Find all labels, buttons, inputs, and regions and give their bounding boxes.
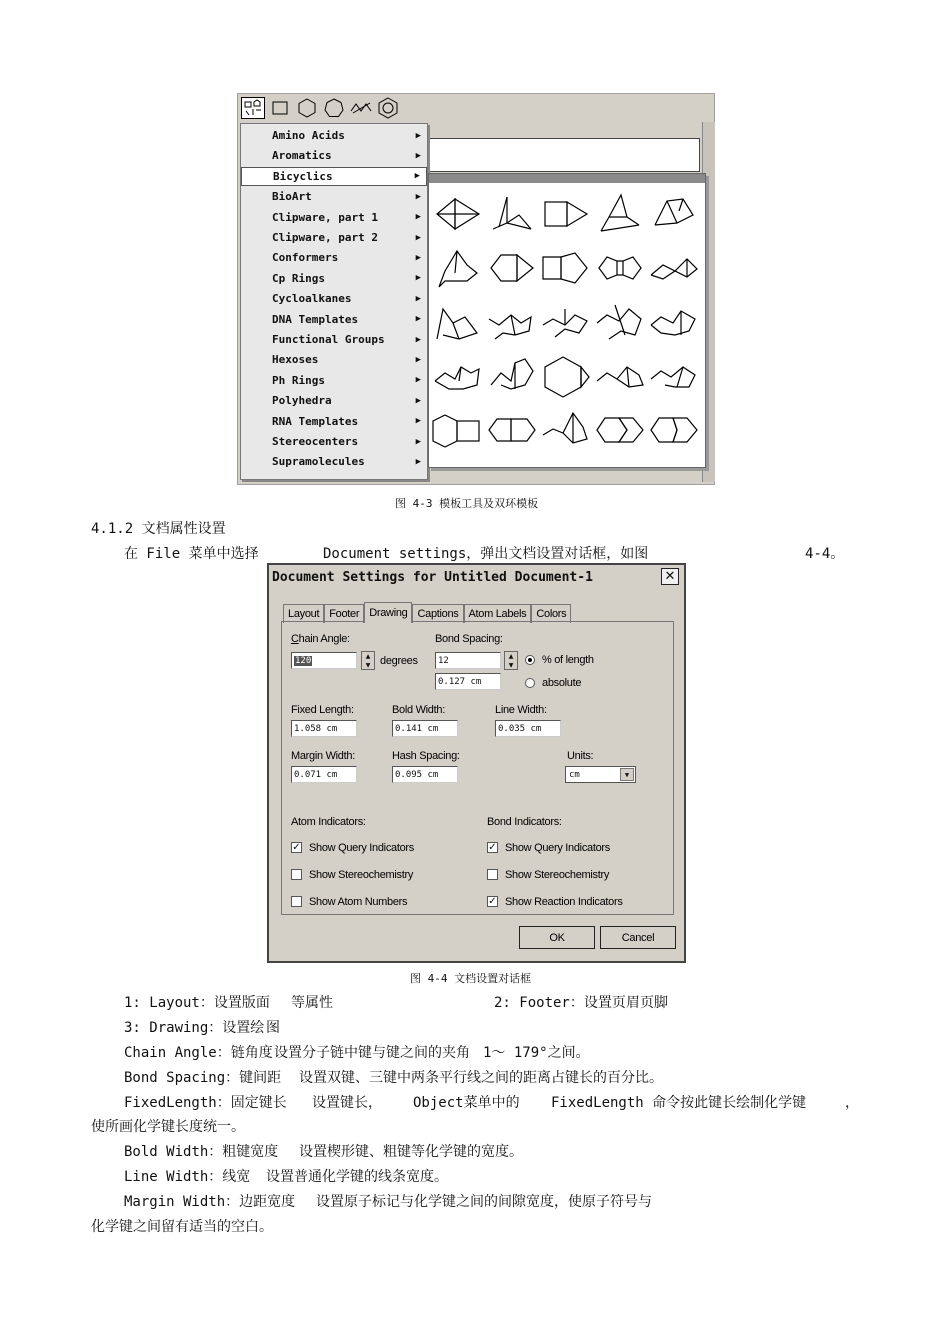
submenu-arrow-icon: ▶	[415, 212, 421, 223]
bicyclic-template-icon[interactable]	[593, 349, 647, 403]
figure-4-4-caption: 图 4-4 文档设置对话框	[410, 972, 532, 985]
bicyclic-template-icon[interactable]	[485, 241, 539, 295]
bicyclic-template-icon[interactable]	[647, 295, 701, 349]
intro-mid: Document settings，弹出文档设置对话框，如图	[323, 546, 649, 562]
menu-item[interactable]	[241, 350, 427, 369]
chain-angle-label: Chain Angle:	[291, 633, 350, 645]
tab-drawing[interactable]: Drawing	[364, 602, 412, 623]
atom-show-stereo-label: Show Stereochemistry	[309, 869, 414, 881]
menu-item[interactable]	[241, 330, 427, 349]
layout-line-end: 等属性	[291, 995, 333, 1011]
bicyclic-template-icon[interactable]	[485, 295, 539, 349]
bicyclic-template-icon[interactable]	[485, 349, 539, 403]
absolute-radio[interactable]	[525, 678, 535, 688]
menu-item-label: Clipware, part 1	[272, 210, 378, 224]
line-width-input[interactable]: 0.035 cm	[495, 720, 561, 737]
line-width-label: Line Width:	[495, 704, 547, 716]
bold-width-line: Bold Width：粗键宽度	[124, 1144, 279, 1160]
chain-angle-desc: 设置分子链中键与键之间的夹角	[274, 1045, 470, 1061]
degrees-label: degrees	[380, 655, 418, 667]
bicyclics-palette	[428, 173, 706, 468]
atom-show-query-checkbox[interactable]: ✓	[292, 842, 301, 853]
menu-item-label: Polyhedra	[272, 394, 332, 408]
submenu-arrow-icon: ▶	[415, 375, 421, 386]
hash-spacing-label: Hash Spacing:	[392, 750, 460, 762]
chain-angle-input[interactable]	[291, 652, 357, 669]
footer-line-end: 眉页脚	[626, 995, 668, 1011]
bicyclic-template-icon[interactable]	[539, 403, 593, 457]
figure-4-3-caption: 图 4-3 模板工具及双环模板	[395, 497, 539, 510]
atom-show-stereo-checkbox[interactable]	[291, 869, 302, 880]
submenu-arrow-icon: ▶	[415, 314, 421, 325]
menu-item[interactable]	[241, 432, 427, 451]
line-width-desc: 设置普通化学键的线条宽度。	[266, 1169, 448, 1185]
bicyclic-template-icon[interactable]	[593, 187, 647, 241]
submenu-arrow-icon: ▶	[415, 395, 421, 406]
bicyclic-template-icon[interactable]	[431, 295, 485, 349]
submenu-arrow-icon: ▶	[415, 334, 421, 345]
bicyclic-template-icon[interactable]	[593, 403, 647, 457]
units-label: Units:	[567, 750, 594, 762]
dialog-tabs	[283, 602, 571, 622]
layout-line: 1: Layout：设置版面	[124, 995, 270, 1011]
submenu-arrow-icon: ▶	[415, 252, 421, 263]
submenu-arrow-icon: ▶	[415, 354, 421, 365]
submenu-arrow-icon: ▶	[415, 436, 421, 447]
menu-item-label: Stereocenters	[272, 435, 359, 448]
bicyclics-grid	[431, 187, 701, 457]
close-icon[interactable]: ✕	[661, 568, 679, 585]
bond-show-reaction-label: Show Reaction Indicators	[505, 896, 623, 908]
document-settings-dialog	[267, 563, 686, 963]
line-width-line: Line Width：线宽	[124, 1169, 251, 1185]
tab-captions[interactable]: Captions	[412, 604, 463, 623]
bond-indicators-label: Bond Indicators:	[487, 816, 562, 828]
bold-width-label: Bold Width:	[392, 704, 445, 716]
bicyclic-template-icon[interactable]	[647, 403, 701, 457]
tab-colors[interactable]: Colors	[531, 604, 571, 623]
template-toolbar	[238, 94, 416, 122]
submenu-arrow-icon: ▶	[415, 130, 421, 141]
bicyclic-template-icon[interactable]	[485, 403, 539, 457]
menu-item-label: Ph Rings	[272, 373, 325, 387]
figure-template-menu	[237, 93, 715, 485]
submenu-arrow-icon: ▶	[415, 293, 421, 304]
menu-item[interactable]	[241, 126, 427, 145]
menu-item[interactable]	[241, 187, 427, 206]
bold-width-desc: 设置楔形键、粗键等化学键的宽度。	[299, 1144, 523, 1160]
menu-item[interactable]	[241, 208, 427, 227]
units-value: cm	[569, 769, 580, 780]
fixed-length-desc: 设置键长，	[312, 1095, 382, 1111]
atom-show-query-label: Show Query Indicators	[309, 842, 414, 854]
fixed-length-input[interactable]: 1.058 cm	[291, 720, 357, 737]
bold-width-input[interactable]: 0.141 cm	[392, 720, 458, 737]
menu-item[interactable]	[241, 167, 427, 186]
hash-spacing-input[interactable]: 0.095 cm	[392, 766, 458, 783]
chain-angle-range: 1～ 179°之间。	[483, 1045, 590, 1061]
menu-item[interactable]	[241, 228, 427, 247]
bicyclic-template-icon[interactable]	[539, 241, 593, 295]
submenu-arrow-icon: ▶	[415, 416, 421, 427]
tab-footer[interactable]: Footer	[324, 604, 364, 623]
units-select[interactable]	[565, 766, 636, 783]
submenu-arrow-icon: ▶	[415, 150, 421, 161]
bicyclic-template-icon[interactable]	[485, 187, 539, 241]
margin-width-label: Margin Width:	[291, 750, 355, 762]
bicyclic-template-icon[interactable]	[431, 349, 485, 403]
atom-show-numbers-label: Show Atom Numbers	[309, 896, 408, 908]
bicyclic-template-icon[interactable]	[431, 403, 485, 457]
menu-item[interactable]	[241, 391, 427, 410]
menu-item[interactable]	[241, 248, 427, 267]
fixed-length-label: Fixed Length:	[291, 704, 354, 716]
menu-item-label: Clipware, part 2	[272, 231, 378, 244]
menu-item-label: BioArt	[272, 190, 312, 204]
menu-item[interactable]	[241, 452, 427, 471]
menu-item-label: RNA Templates	[272, 414, 359, 428]
menu-item-label: Cycloalkanes	[272, 292, 352, 306]
bond-show-query-label: Show Query Indicators	[505, 842, 610, 854]
absolute-label: absolute	[542, 677, 582, 689]
bond-spacing-label: Bond Spacing:	[435, 633, 503, 645]
bicyclic-template-icon[interactable]	[539, 187, 593, 241]
bond-show-query-checkbox[interactable]: ✓	[488, 842, 497, 853]
tab-atom-labels[interactable]: Atom Labels	[464, 604, 532, 623]
footer-line: 2: Footer：设置页	[494, 995, 626, 1011]
drawing-line-end: 图	[266, 1020, 280, 1036]
menu-item-label: Hexoses	[272, 353, 319, 367]
bicyclic-template-icon[interactable]	[593, 241, 647, 295]
fixed-length-object: Object菜单中的	[413, 1095, 520, 1111]
bicyclic-template-icon[interactable]	[431, 187, 485, 241]
chain-angle-spinner[interactable]: ▲ ▼	[361, 651, 375, 670]
menu-item[interactable]	[241, 310, 427, 329]
hexagon-tool-icon[interactable]	[295, 97, 319, 119]
menu-item-label: DNA Templates	[272, 312, 359, 326]
bond-spacing-spinner[interactable]: ▲ ▼	[504, 651, 518, 670]
margin-width-desc: 设置原子标记与化学键之间的间隙宽度，使原子符号与	[316, 1194, 652, 1210]
menu-item-label: Bicyclics	[273, 169, 333, 183]
fixed-length-comma: ，	[845, 1095, 859, 1111]
fixed-length-cont: 使所画化学键长度统一。	[91, 1119, 245, 1135]
bicyclic-template-icon[interactable]	[431, 241, 485, 295]
bicyclic-template-icon[interactable]	[539, 349, 593, 403]
menu-item-label: Cp Rings	[272, 271, 325, 285]
tab-layout[interactable]: Layout	[283, 604, 324, 623]
chain-angle-value: 120	[295, 655, 312, 666]
heptagon-tool-icon[interactable]	[322, 97, 346, 119]
document-area	[428, 138, 700, 172]
menu-item-label: Supramolecules	[272, 455, 365, 469]
submenu-arrow-icon: ▶	[415, 232, 421, 243]
atom-indicators-label: Atom Indicators:	[291, 816, 366, 828]
section-heading: 4.1.2 文档属性设置	[91, 521, 226, 537]
bond-show-reaction-checkbox[interactable]: ✓	[488, 896, 497, 907]
bond-show-stereo-label: Show Stereochemistry	[505, 869, 610, 881]
template-menu	[240, 123, 428, 480]
submenu-arrow-icon: ▶	[415, 191, 421, 202]
bond-spacing-cm-field: 0.127 cm	[435, 673, 501, 690]
menu-item[interactable]	[241, 289, 427, 308]
menu-item[interactable]	[241, 412, 427, 431]
percent-of-length-label: % of length	[542, 654, 594, 666]
chevron-down-icon: ▼	[620, 768, 634, 781]
bond-spacing-input[interactable]: 12	[435, 652, 501, 669]
intro-start: 在 File 菜单中选择	[124, 546, 259, 562]
bicyclic-template-icon[interactable]	[593, 295, 647, 349]
menu-item-label: Aromatics	[272, 149, 332, 163]
bond-spacing-line: Bond Spacing：键间距	[124, 1070, 282, 1086]
drawing-line: 3: Drawing：设置绘	[124, 1020, 265, 1036]
fixed-length-command: FixedLength 命令按此键长绘制化学键	[551, 1095, 807, 1111]
menu-item[interactable]	[241, 269, 427, 288]
ok-button[interactable]: OK	[519, 926, 595, 949]
intro-ref: 4-4。	[805, 546, 845, 562]
bicyclic-template-icon[interactable]	[647, 241, 701, 295]
benzene-tool-icon[interactable]	[376, 97, 400, 119]
percent-of-length-radio[interactable]	[525, 655, 535, 665]
chain-tool-icon[interactable]	[349, 97, 373, 119]
cancel-button[interactable]: Cancel	[600, 926, 676, 949]
chain-angle-label-text: hain Angle:	[298, 633, 350, 645]
menu-item[interactable]	[241, 371, 427, 390]
margin-width-input[interactable]: 0.071 cm	[291, 766, 357, 783]
chain-angle-line: Chain Angle：链角度	[124, 1045, 273, 1061]
fixed-length-line: FixedLength：固定键长	[124, 1095, 287, 1111]
menu-item-label: Conformers	[272, 251, 339, 265]
margin-width-line: Margin Width：边距宽度	[124, 1194, 296, 1210]
menu-item-label: Amino Acids	[272, 129, 345, 142]
bond-show-stereo-checkbox[interactable]	[487, 869, 498, 880]
bicyclic-template-icon[interactable]	[647, 349, 701, 403]
bond-spacing-desc: 设置双键、三键中两条平行线之间的距离占键长的百分比。	[299, 1070, 663, 1086]
dialog-title: Document Settings for Untitled Document-1	[269, 565, 684, 589]
menu-item[interactable]	[241, 146, 427, 165]
submenu-arrow-icon: ▶	[415, 456, 421, 467]
template-tool-icon[interactable]	[241, 97, 265, 119]
submenu-arrow-icon: ▶	[414, 171, 420, 182]
margin-width-cont: 化学键之间留有适当的空白。	[91, 1219, 273, 1235]
bicyclic-template-icon[interactable]	[539, 295, 593, 349]
atom-show-numbers-checkbox[interactable]	[291, 896, 302, 907]
bicyclic-template-icon[interactable]	[647, 187, 701, 241]
rectangle-tool-icon[interactable]	[268, 97, 292, 119]
palette-header	[429, 174, 705, 183]
submenu-arrow-icon: ▶	[415, 273, 421, 284]
menu-item-label: Functional Groups	[272, 333, 385, 346]
